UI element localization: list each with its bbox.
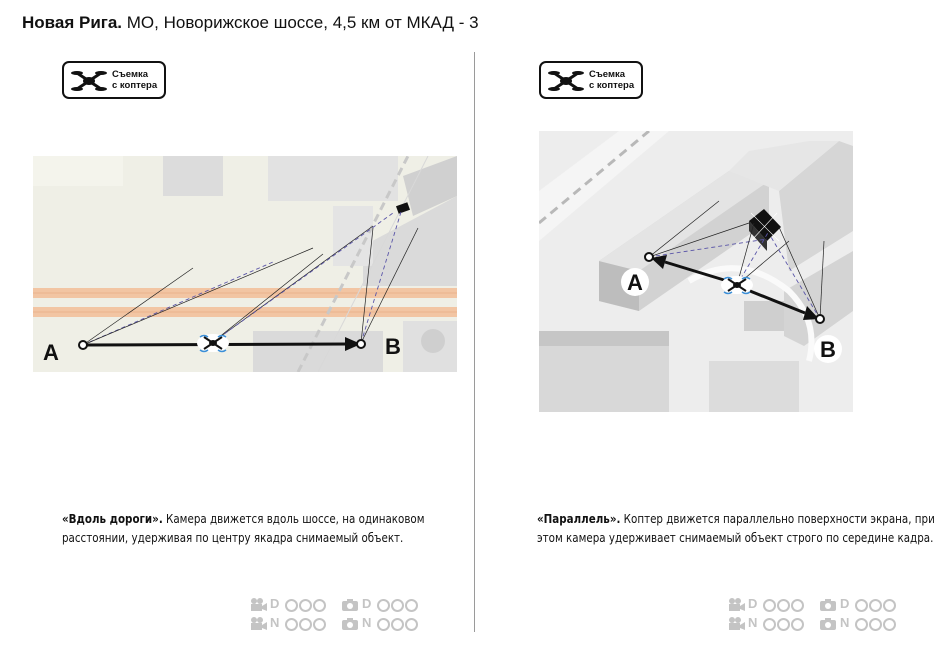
point-a-label: A [43,340,59,365]
rating-row-night [728,615,918,633]
badge-text [112,69,157,91]
rating-letter: D [362,596,372,611]
rating-circles [377,618,417,630]
copter-badge [62,61,166,99]
photo-camera-icon [342,617,358,631]
description-parallel [537,510,950,548]
flight-diagram-road [33,156,457,372]
rating-letter: D [840,596,850,611]
flight-map-svg [539,131,853,412]
rating-letter: N [748,615,758,630]
description-text: Коптер движется параллельно поверхности экрана, при этом камера удерживает снимаемый объект строго по середине кадра. [537,512,935,545]
rating-letter: D [270,596,280,611]
panel-right [475,0,950,670]
rating-letter: N [362,615,372,630]
drone-icon [70,69,108,93]
rating-row-day [250,596,440,614]
title-bold: Новая Рига. [22,13,123,32]
rating-block [728,596,918,636]
video-camera-icon [728,598,746,612]
rating-letter: D [748,596,758,611]
panel-left [0,0,474,670]
video-camera-icon [250,598,268,612]
point-a-label: A [627,270,643,295]
rating-circles [763,618,803,630]
rating-circles [377,599,417,611]
description-title: «Параллель». [537,512,621,526]
drone-icon [547,69,585,93]
point-b-label: B [385,334,401,359]
video-camera-icon [728,617,746,631]
rating-row-day [728,596,918,614]
rating-circles [855,599,895,611]
photo-camera-icon [820,598,836,612]
flight-map-svg [33,156,457,372]
title-rest: МО, Новорижское шоссе, 4,5 км от МКАД - 3 [122,13,479,32]
rating-letter: N [840,615,850,630]
point-b-label: B [820,337,836,362]
badge-line1: Съемка [112,69,149,80]
flight-diagram-parallel [539,131,853,412]
description-road [62,510,475,548]
badge-line1: Съемка [589,69,626,80]
rating-row-night [250,615,440,633]
rating-circles [285,618,325,630]
photo-camera-icon [342,598,358,612]
rating-letter: N [270,615,280,630]
video-camera-icon [250,617,268,631]
photo-camera-icon [820,617,836,631]
description-title: «Вдоль дороги». [62,512,163,526]
rating-circles [763,599,803,611]
rating-block [250,596,440,636]
copter-badge [539,61,643,99]
badge-line2: с коптера [589,80,635,91]
badge-text [589,69,634,91]
description-text: Камера движется вдоль шоссе, на одинаковом расстоянии, удерживая по центру якадра снимаемый объект. [62,512,425,545]
rating-circles [285,599,325,611]
rating-circles [855,618,895,630]
badge-line2: с коптера [112,80,158,91]
